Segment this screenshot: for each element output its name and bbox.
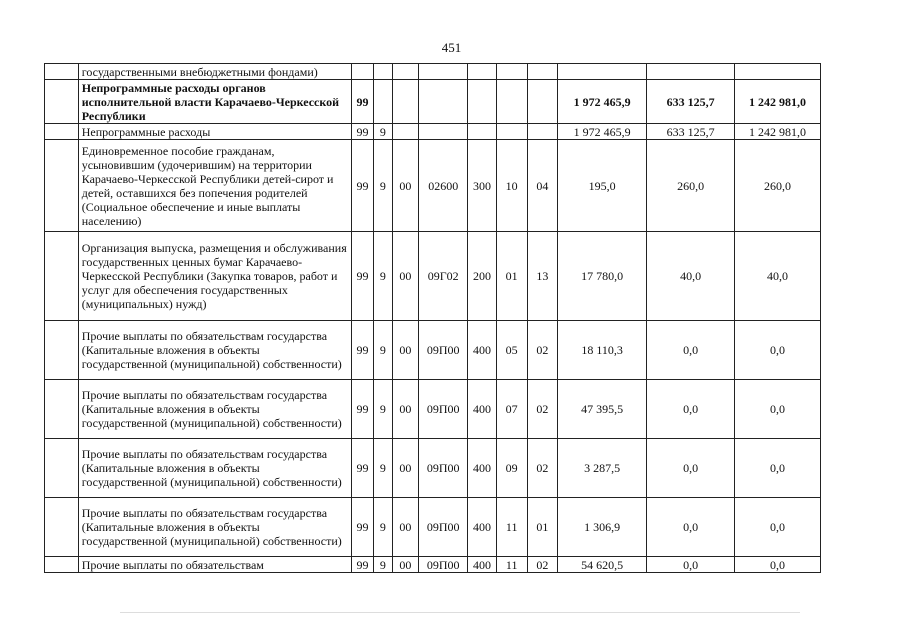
row-name: Прочие выплаты по обязательствам государства (Капитальные вложения в объекты государственной (муниципальной) собственности) (78, 439, 351, 498)
code-subsection: 13 (527, 232, 558, 321)
code-main-event: 00 (392, 498, 419, 557)
code-section (496, 124, 527, 140)
table-row (45, 557, 821, 573)
code-subsection: 02 (527, 321, 558, 380)
row-stub-cell (45, 140, 79, 232)
code-subsection: 02 (527, 557, 558, 573)
code-subsection: 02 (527, 439, 558, 498)
code-expense-type: 400 (468, 380, 497, 439)
table-row (45, 64, 821, 80)
code-subsection (527, 80, 558, 124)
code-section: 11 (496, 557, 527, 573)
code-direction (419, 124, 468, 140)
table-row (45, 380, 821, 439)
code-expense-type: 200 (468, 232, 497, 321)
code-direction: 09П00 (419, 321, 468, 380)
row-stub-cell (45, 80, 79, 124)
amount-year-2: 260,0 (647, 140, 735, 232)
code-direction: 09П00 (419, 498, 468, 557)
code-section: 09 (496, 439, 527, 498)
table-row (45, 439, 821, 498)
code-subsection: 01 (527, 498, 558, 557)
amount-year-2: 0,0 (647, 439, 735, 498)
amount-year-1: 1 972 465,9 (558, 80, 647, 124)
code-subprogram: 9 (374, 232, 392, 321)
amount-year-3: 0,0 (735, 557, 821, 573)
row-stub-cell (45, 498, 79, 557)
amount-year-2: 40,0 (647, 232, 735, 321)
code-main-event: 00 (392, 380, 419, 439)
amount-year-2: 0,0 (647, 321, 735, 380)
amount-year-3: 1 242 981,0 (735, 80, 821, 124)
row-stub-cell (45, 557, 79, 573)
code-subprogram: 9 (374, 498, 392, 557)
code-main-event (392, 80, 419, 124)
amount-year-2: 0,0 (647, 380, 735, 439)
code-main-event: 00 (392, 232, 419, 321)
code-expense-type: 400 (468, 557, 497, 573)
code-program: 99 (351, 140, 373, 232)
amount-year-2: 633 125,7 (647, 124, 735, 140)
row-name: Организация выпуска, размещения и обслуживания государственных ценных бумаг Карачаево-Черкесской Республики (Закупка товаров, работ и услуг для обеспечения государственных (муниципальных) нужд) (78, 232, 351, 321)
code-program: 99 (351, 380, 373, 439)
code-expense-type (468, 124, 497, 140)
code-subprogram: 9 (374, 557, 392, 573)
code-subsection (527, 64, 558, 80)
row-name: Непрограммные расходы органов исполнительной власти Карачаево-Черкесской Республики (78, 80, 351, 124)
amount-year-2: 633 125,7 (647, 80, 735, 124)
code-program: 99 (351, 439, 373, 498)
code-section: 10 (496, 140, 527, 232)
row-stub-cell (45, 64, 79, 80)
code-subprogram: 9 (374, 140, 392, 232)
row-name: Прочие выплаты по обязательствам государства (Капитальные вложения в объекты государственной (муниципальной) собственности) (78, 380, 351, 439)
amount-year-1: 17 780,0 (558, 232, 647, 321)
code-expense-type: 400 (468, 439, 497, 498)
code-direction: 09П00 (419, 557, 468, 573)
amount-year-3: 0,0 (735, 498, 821, 557)
code-program: 99 (351, 321, 373, 380)
row-name: Единовременное пособие гражданам, усыновившим (удочерившим) на территории Карачаево-Черкесской Республики детей-сирот и детей, оставшихся без попечения родителей (Социальное обеспечение и иные выплаты населению) (78, 140, 351, 232)
row-name: государственными внебюджетными фондами) (78, 64, 351, 80)
table-row (45, 140, 821, 232)
code-expense-type: 300 (468, 140, 497, 232)
code-main-event: 00 (392, 321, 419, 380)
amount-year-1: 18 110,3 (558, 321, 647, 380)
code-program: 99 (351, 232, 373, 321)
code-subsection: 02 (527, 380, 558, 439)
row-name: Прочие выплаты по обязательствам (78, 557, 351, 573)
row-name: Прочие выплаты по обязательствам государства (Капитальные вложения в объекты государственной (муниципальной) собственности) (78, 498, 351, 557)
code-expense-type: 400 (468, 321, 497, 380)
code-section: 05 (496, 321, 527, 380)
code-expense-type (468, 64, 497, 80)
table-row (45, 321, 821, 380)
amount-year-3: 40,0 (735, 232, 821, 321)
code-subsection (527, 124, 558, 140)
amount-year-1: 47 395,5 (558, 380, 647, 439)
code-main-event: 00 (392, 557, 419, 573)
code-main-event: 00 (392, 439, 419, 498)
amount-year-1: 1 972 465,9 (558, 124, 647, 140)
scan-artifact-line (120, 612, 800, 613)
amount-year-3: 0,0 (735, 321, 821, 380)
code-subprogram: 9 (374, 124, 392, 140)
code-expense-type (468, 80, 497, 124)
code-direction: 02600 (419, 140, 468, 232)
amount-year-3: 1 242 981,0 (735, 124, 821, 140)
code-section: 11 (496, 498, 527, 557)
amount-year-1: 195,0 (558, 140, 647, 232)
code-program: 99 (351, 557, 373, 573)
code-subprogram (374, 80, 392, 124)
code-direction: 09Г02 (419, 232, 468, 321)
code-section (496, 64, 527, 80)
page-number: 451 (441, 40, 462, 55)
code-program: 99 (351, 124, 373, 140)
budget-table (44, 63, 821, 573)
amount-year-2: 0,0 (647, 498, 735, 557)
code-subprogram (374, 64, 392, 80)
row-stub-cell (45, 380, 79, 439)
amount-year-1: 1 306,9 (558, 498, 647, 557)
code-main-event: 00 (392, 140, 419, 232)
code-subprogram: 9 (374, 321, 392, 380)
code-main-event (392, 124, 419, 140)
code-subsection: 04 (527, 140, 558, 232)
row-stub-cell (45, 232, 79, 321)
row-name: Прочие выплаты по обязательствам государства (Капитальные вложения в объекты государственной (муниципальной) собственности) (78, 321, 351, 380)
amount-year-3: 0,0 (735, 380, 821, 439)
code-program (351, 64, 373, 80)
code-direction (419, 80, 468, 124)
amount-year-3 (735, 64, 821, 80)
row-stub-cell (45, 124, 79, 140)
amount-year-3: 260,0 (735, 140, 821, 232)
table-row (45, 80, 821, 124)
code-main-event (392, 64, 419, 80)
amount-year-3: 0,0 (735, 439, 821, 498)
code-direction (419, 64, 468, 80)
row-name: Непрограммные расходы (78, 124, 351, 140)
code-direction: 09П00 (419, 380, 468, 439)
code-section (496, 80, 527, 124)
code-subprogram: 9 (374, 439, 392, 498)
row-stub-cell (45, 439, 79, 498)
code-direction: 09П00 (419, 439, 468, 498)
code-section: 01 (496, 232, 527, 321)
amount-year-2: 0,0 (647, 557, 735, 573)
amount-year-1: 54 620,5 (558, 557, 647, 573)
code-section: 07 (496, 380, 527, 439)
code-subprogram: 9 (374, 380, 392, 439)
amount-year-1: 3 287,5 (558, 439, 647, 498)
amount-year-2 (647, 64, 735, 80)
code-program: 99 (351, 498, 373, 557)
table-row (45, 124, 821, 140)
amount-year-1 (558, 64, 647, 80)
row-stub-cell (45, 321, 79, 380)
table-row (45, 232, 821, 321)
table-row (45, 498, 821, 557)
code-expense-type: 400 (468, 498, 497, 557)
code-program: 99 (351, 80, 373, 124)
